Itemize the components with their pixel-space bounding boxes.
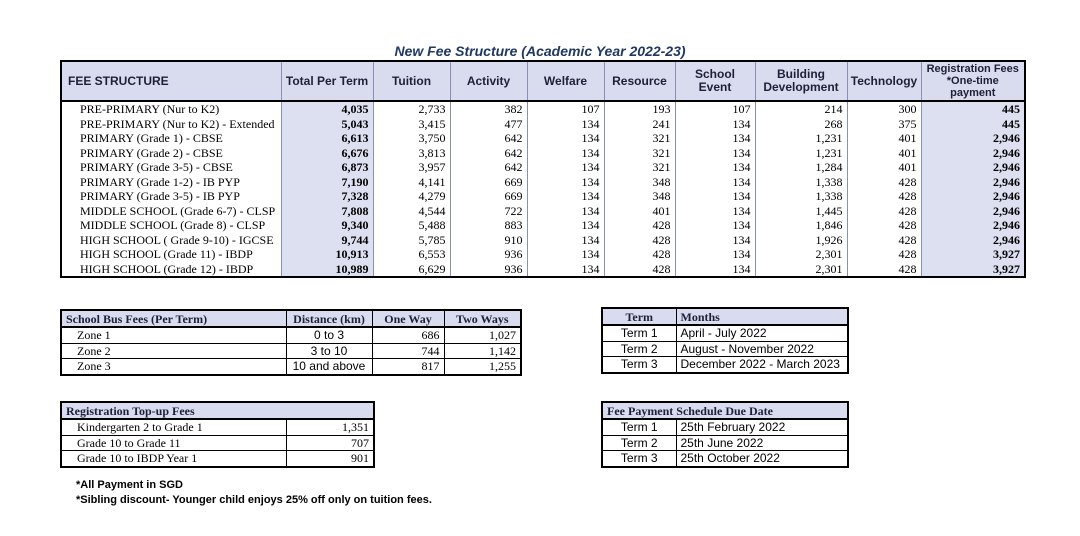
- row-welfare: 134: [527, 262, 604, 278]
- term-months: August - November 2022: [676, 341, 848, 357]
- row-technology: 428: [847, 189, 921, 204]
- schedule-date: 25th June 2022: [676, 435, 848, 451]
- bus-zone: Zone 3: [61, 359, 286, 375]
- row-name: PRIMARY (Grade 1) - CBSE: [61, 131, 281, 146]
- row-resource: 428: [604, 262, 675, 278]
- row-tuition: 3,415: [373, 117, 450, 132]
- payment-schedule-table: [601, 401, 849, 468]
- row-tuition: 3,957: [373, 160, 450, 175]
- table-row: [61, 419, 374, 435]
- page-title: New Fee Structure (Academic Year 2022-23): [394, 43, 686, 59]
- row-tuition: 3,813: [373, 146, 450, 161]
- bus-table-header-row: [61, 310, 521, 327]
- header-two-ways: Two Ways: [444, 310, 521, 327]
- row-registration: 445: [921, 117, 1025, 132]
- row-activity: 382: [450, 101, 527, 117]
- row-technology: 428: [847, 175, 921, 190]
- row-activity: 477: [450, 117, 527, 132]
- row-name: PRIMARY (Grade 1-2) - IB PYP: [61, 175, 281, 190]
- row-total: 7,328: [281, 189, 373, 204]
- row-activity: 722: [450, 204, 527, 219]
- table-row: [61, 233, 1025, 248]
- row-name: HIGH SCHOOL (Grade 12) - IBDP: [61, 262, 281, 278]
- row-total: 4,035: [281, 101, 373, 117]
- topup-label: Grade 10 to Grade 11: [61, 435, 286, 451]
- table-row: [61, 359, 521, 375]
- row-event: 134: [675, 117, 755, 132]
- header-fee-structure: FEE STRUCTURE: [61, 61, 281, 101]
- row-resource: 193: [604, 101, 675, 117]
- topup-value: 901: [286, 451, 374, 467]
- row-technology: 375: [847, 117, 921, 132]
- row-total: 9,340: [281, 218, 373, 233]
- row-resource: 401: [604, 204, 675, 219]
- schedule-table-header-row: [602, 402, 848, 419]
- bus-distance: 3 to 10: [286, 343, 372, 359]
- row-building: 1,231: [755, 131, 847, 146]
- schedule-date: 25th February 2022: [676, 419, 848, 435]
- row-event: 134: [675, 204, 755, 219]
- bus-one-way: 686: [372, 327, 444, 343]
- header-one-way: One Way: [372, 310, 444, 327]
- fee-structure-table: [60, 60, 1026, 278]
- row-resource: 428: [604, 247, 675, 262]
- row-registration: 2,946: [921, 204, 1025, 219]
- bus-fees-table: [60, 309, 522, 376]
- row-building: 1,926: [755, 233, 847, 248]
- row-registration: 2,946: [921, 146, 1025, 161]
- row-welfare: 107: [527, 101, 604, 117]
- row-event: 134: [675, 262, 755, 278]
- row-building: 2,301: [755, 262, 847, 278]
- row-tuition: 4,279: [373, 189, 450, 204]
- topup-label: Kindergarten 2 to Grade 1: [61, 419, 286, 435]
- row-name: PRIMARY (Grade 3-5) - CBSE: [61, 160, 281, 175]
- row-building: 268: [755, 117, 847, 132]
- row-tuition: 3,750: [373, 131, 450, 146]
- row-name: HIGH SCHOOL (Grade 11) - IBDP: [61, 247, 281, 262]
- table-row: [602, 357, 848, 373]
- row-name: PRE-PRIMARY (Nur to K2) - Extended: [61, 117, 281, 132]
- row-tuition: 2,733: [373, 101, 450, 117]
- row-registration: 3,927: [921, 247, 1025, 262]
- row-activity: 642: [450, 160, 527, 175]
- row-tuition: 6,629: [373, 262, 450, 278]
- row-technology: 428: [847, 247, 921, 262]
- row-welfare: 134: [527, 218, 604, 233]
- schedule-term: Term 1: [602, 419, 676, 435]
- row-building: 1,231: [755, 146, 847, 161]
- row-resource: 321: [604, 146, 675, 161]
- header-registration-topup: Registration Top-up Fees: [61, 402, 374, 419]
- table-row: [61, 101, 1025, 117]
- header-tuition: Tuition: [373, 61, 450, 101]
- topup-table-header-row: [61, 402, 374, 419]
- row-welfare: 134: [527, 146, 604, 161]
- row-welfare: 134: [527, 160, 604, 175]
- row-total: 6,873: [281, 160, 373, 175]
- bus-distance: 0 to 3: [286, 327, 372, 343]
- table-row: [61, 451, 374, 467]
- row-registration: 2,946: [921, 189, 1025, 204]
- term-name: Term 1: [602, 325, 676, 341]
- term-name: Term 2: [602, 341, 676, 357]
- row-resource: 348: [604, 189, 675, 204]
- row-building: 1,846: [755, 218, 847, 233]
- row-total: 7,190: [281, 175, 373, 190]
- header-distance: Distance (km): [286, 310, 372, 327]
- row-registration: 2,946: [921, 175, 1025, 190]
- row-registration: 2,946: [921, 160, 1025, 175]
- header-school-event: School Event: [675, 61, 755, 101]
- row-total: 10,913: [281, 247, 373, 262]
- row-event: 134: [675, 189, 755, 204]
- registration-topup-table: [60, 401, 375, 468]
- header-resource: Resource: [604, 61, 675, 101]
- row-tuition: 4,141: [373, 175, 450, 190]
- topup-label: Grade 10 to IBDP Year 1: [61, 451, 286, 467]
- header-building: Building Development: [755, 61, 847, 101]
- row-registration: 445: [921, 101, 1025, 117]
- row-event: 134: [675, 233, 755, 248]
- row-resource: 241: [604, 117, 675, 132]
- term-name: Term 3: [602, 357, 676, 373]
- row-building: 1,284: [755, 160, 847, 175]
- row-registration: 2,946: [921, 218, 1025, 233]
- row-tuition: 6,553: [373, 247, 450, 262]
- row-name: MIDDLE SCHOOL (Grade 6-7) - CLSP: [61, 204, 281, 219]
- table-row: [61, 131, 1025, 146]
- row-activity: 642: [450, 131, 527, 146]
- row-total: 5,043: [281, 117, 373, 132]
- table-row: [61, 343, 521, 359]
- row-technology: 300: [847, 101, 921, 117]
- row-tuition: 5,785: [373, 233, 450, 248]
- header-bus-fees: School Bus Fees (Per Term): [61, 310, 286, 327]
- note-sibling-discount: *Sibling discount- Younger child enjoys 25% off only on tuition fees.: [76, 494, 432, 506]
- header-payment-schedule: Fee Payment Schedule Due Date: [602, 402, 848, 419]
- header-term: Term: [602, 308, 676, 325]
- row-name: PRIMARY (Grade 3-5) - IB PYP: [61, 189, 281, 204]
- table-row: [61, 204, 1025, 219]
- table-row: [61, 262, 1025, 278]
- row-name: PRE-PRIMARY (Nur to K2): [61, 101, 281, 117]
- row-tuition: 4,544: [373, 204, 450, 219]
- row-resource: 321: [604, 160, 675, 175]
- row-name: HIGH SCHOOL ( Grade 9-10) - IGCSE: [61, 233, 281, 248]
- row-welfare: 134: [527, 247, 604, 262]
- row-activity: 910: [450, 233, 527, 248]
- topup-value: 707: [286, 435, 374, 451]
- row-total: 7,808: [281, 204, 373, 219]
- row-technology: 428: [847, 218, 921, 233]
- schedule-term: Term 3: [602, 451, 676, 467]
- table-row: [61, 218, 1025, 233]
- row-total: 10,989: [281, 262, 373, 278]
- row-total: 6,613: [281, 131, 373, 146]
- bus-one-way: 744: [372, 343, 444, 359]
- table-row: [602, 435, 848, 451]
- row-activity: 669: [450, 175, 527, 190]
- header-welfare: Welfare: [527, 61, 604, 101]
- table-row: [61, 435, 374, 451]
- row-event: 107: [675, 101, 755, 117]
- row-resource: 428: [604, 218, 675, 233]
- header-activity: Activity: [450, 61, 527, 101]
- row-technology: 401: [847, 146, 921, 161]
- table-row: [61, 160, 1025, 175]
- row-welfare: 134: [527, 175, 604, 190]
- row-welfare: 134: [527, 233, 604, 248]
- row-technology: 428: [847, 233, 921, 248]
- row-resource: 348: [604, 175, 675, 190]
- row-activity: 642: [450, 146, 527, 161]
- bus-zone: Zone 2: [61, 343, 286, 359]
- table-row: [61, 175, 1025, 190]
- row-welfare: 134: [527, 189, 604, 204]
- bus-two-ways: 1,027: [444, 327, 521, 343]
- row-technology: 401: [847, 131, 921, 146]
- table-row: [602, 451, 848, 467]
- bus-distance: 10 and above: [286, 359, 372, 375]
- header-total: Total Per Term: [281, 61, 373, 101]
- table-row: [61, 247, 1025, 262]
- row-registration: 3,927: [921, 262, 1025, 278]
- row-registration: 2,946: [921, 131, 1025, 146]
- row-technology: 428: [847, 204, 921, 219]
- row-total: 9,744: [281, 233, 373, 248]
- topup-value: 1,351: [286, 419, 374, 435]
- row-event: 134: [675, 247, 755, 262]
- row-building: 1,338: [755, 175, 847, 190]
- row-event: 134: [675, 218, 755, 233]
- row-resource: 321: [604, 131, 675, 146]
- table-row: [602, 419, 848, 435]
- row-welfare: 134: [527, 117, 604, 132]
- row-welfare: 134: [527, 204, 604, 219]
- row-name: PRIMARY (Grade 2) - CBSE: [61, 146, 281, 161]
- row-activity: 936: [450, 262, 527, 278]
- row-registration: 2,946: [921, 233, 1025, 248]
- table-row: [61, 117, 1025, 132]
- row-resource: 428: [604, 233, 675, 248]
- bus-two-ways: 1,142: [444, 343, 521, 359]
- row-tuition: 5,488: [373, 218, 450, 233]
- bus-one-way: 817: [372, 359, 444, 375]
- row-welfare: 134: [527, 131, 604, 146]
- row-event: 134: [675, 175, 755, 190]
- row-building: 1,445: [755, 204, 847, 219]
- row-event: 134: [675, 146, 755, 161]
- term-table-header-row: [602, 308, 848, 325]
- term-months: December 2022 - March 2023: [676, 357, 848, 373]
- header-months: Months: [676, 308, 848, 325]
- table-row: [602, 325, 848, 341]
- schedule-term: Term 2: [602, 435, 676, 451]
- row-activity: 883: [450, 218, 527, 233]
- schedule-date: 25th October 2022: [676, 451, 848, 467]
- bus-zone: Zone 1: [61, 327, 286, 343]
- header-technology: Technology: [847, 61, 921, 101]
- row-building: 2,301: [755, 247, 847, 262]
- row-building: 1,338: [755, 189, 847, 204]
- fee-table-header-row: [61, 61, 1025, 101]
- bus-two-ways: 1,255: [444, 359, 521, 375]
- row-activity: 669: [450, 189, 527, 204]
- row-building: 214: [755, 101, 847, 117]
- term-months-table: [601, 307, 849, 374]
- row-event: 134: [675, 160, 755, 175]
- row-activity: 936: [450, 247, 527, 262]
- header-registration: Registration Fees *One-time payment: [921, 61, 1025, 101]
- row-name: MIDDLE SCHOOL (Grade 8) - CLSP: [61, 218, 281, 233]
- term-months: April - July 2022: [676, 325, 848, 341]
- row-technology: 428: [847, 262, 921, 278]
- table-row: [602, 341, 848, 357]
- note-currency: *All Payment in SGD: [76, 479, 183, 491]
- row-total: 6,676: [281, 146, 373, 161]
- table-row: [61, 327, 521, 343]
- table-row: [61, 146, 1025, 161]
- row-technology: 401: [847, 160, 921, 175]
- row-event: 134: [675, 131, 755, 146]
- table-row: [61, 189, 1025, 204]
